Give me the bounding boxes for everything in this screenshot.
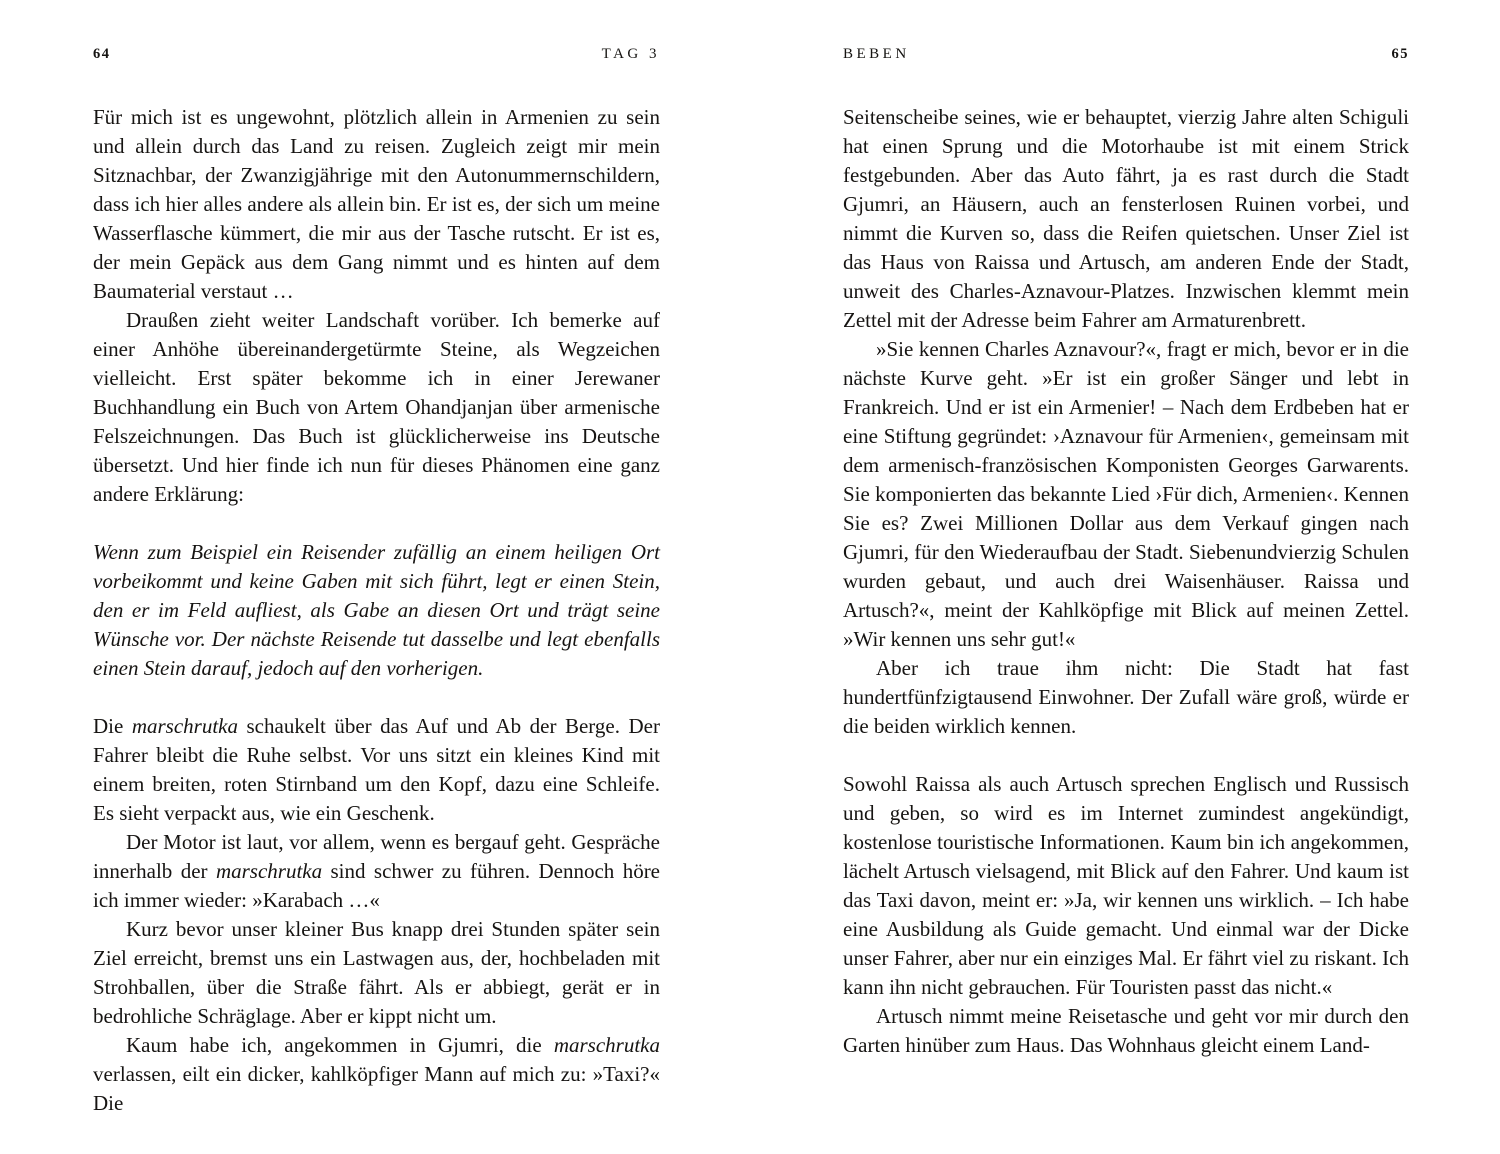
body-paragraph: Für mich ist es ungewohnt, plötzlich allein in Armenien zu sein und allein durch das Land zu reisen. Zugleich zeigt mir mein Sitznachbar, der Zwanzigjährige mit den Autonummernschildern, dass ich hier alles andere als allein bin. Er ist es, der sich um meine Wasserflasche kümmert, die mir aus der Tasche rutscht. Er ist es, der mein Gepäck aus dem Gang nimmt und es hinten auf dem Baumaterial verstaut …: [93, 105, 660, 303]
body-paragraph: Aber ich traue ihm nicht: Die Stadt hat fast hundertfünfzigtausend Einwohner. Der Zufall wäre groß, würde er die beiden wirklich kennen.: [843, 656, 1409, 738]
body-paragraph: Draußen zieht weiter Landschaft vorüber. Ich bemerke auf einer Anhöhe übereinandergetürmte Steine, als Wegzeichen vielleicht. Erst später bekomme ich in einer Jerewaner Buchhandlung ein Buch von Artem Ohandjanjan über armenische Felszeichnungen. Das Buch ist glücklicherweise ins Deutsche übersetzt. Und hier finde ich nun für dieses Phänomen eine ganz andere Erklärung:: [93, 308, 660, 506]
right-page-body: [843, 103, 1409, 1060]
page-left-header: [93, 46, 660, 63]
body-paragraph: Die marschrutka schaukelt über das Auf und Ab der Berge. Der Fahrer bleibt die Ruhe selbst. Vor uns sitzt ein kleines Kind mit einem breiten, roten Stirnband um den Kopf, dazu eine Schleife. Es sieht verpackt aus, wie ein Geschenk.: [93, 714, 660, 825]
body-paragraph: Der Motor ist laut, vor allem, wenn es bergauf geht. Gespräche innerhalb der marschrutka sind schwer zu führen. Dennoch höre ich immer wieder: »Karabach …«: [93, 830, 661, 912]
page-number-left: 64: [93, 46, 111, 62]
page-left: [93, 0, 660, 1154]
body-paragraph: Kurz bevor unser kleiner Bus knapp drei Stunden später sein Ziel erreicht, bremst uns ein Lastwagen aus, der, hochbeladen mit Strohballen, über die Straße fährt. Als er abbiegt, gerät er in bedrohliche Schräglage. Aber er kippt nicht um.: [93, 917, 660, 1028]
page-right-header: [843, 46, 1409, 63]
running-head-right: BEBEN: [843, 46, 910, 62]
body-paragraph: Sowohl Raissa als auch Artusch sprechen Englisch und Russisch und geben, so wird es im Internet zumindest angekündigt, kostenlose touristische Informationen. Kaum bin ich angekommen, lächelt Artusch vielsagend, mit Blick auf den Fahrer. Und kaum ist das Taxi davon, meint er: »Ja, wir kennen uns wirklich. – Ich habe eine Ausbildung als Guide gemacht. Und einmal war der Dicke unser Fahrer, aber nur ein einziges Mal. Er fährt viel zu riskant. Ich kann ihn nicht gebrauchen. Für Touristen passt das nicht.«: [843, 772, 1409, 999]
page-number-right: 65: [1391, 46, 1409, 62]
body-paragraph: Kaum habe ich, angekommen in Gjumri, die marschrutka verlassen, eilt ein dicker, kahlköpfiger Mann auf mich zu: »Taxi?« Die: [93, 1033, 660, 1115]
left-page-body: [93, 103, 660, 1118]
body-paragraph: Artusch nimmt meine Reisetasche und geht vor mir durch den Garten hinüber zum Haus. Das Wohnhaus gleicht einem Land-: [843, 1004, 1409, 1057]
running-head-left: TAG 3: [601, 46, 660, 62]
body-paragraph: Seitenscheibe seines, wie er behauptet, vierzig Jahre alten Schiguli hat einen Sprung und die Motorhaube ist mit einem Strick festgebunden. Aber das Auto fährt, ja es rast durch die Stadt Gjumri, an Häusern, auch an fensterlosen Ruinen vorbei, und nimmt die Kurven so, dass die Reifen quietschen. Unser Ziel ist das Haus von Raissa und Artusch, am anderen Ende der Stadt, unweit des Charles-Aznavour-Platzes. Inzwischen klemmt mein Zettel mit der Adresse beim Fahrer am Armaturenbrett.: [843, 105, 1409, 332]
body-paragraph: »Sie kennen Charles Aznavour?«, fragt er mich, bevor er in die nächste Kurve geht. »Er ist ein großer Sänger und lebt in Frankreich. Und er ist ein Armenier! – Nach dem Erdbeben hat er eine Stiftung gegründet: ›Aznavour für Armenien‹, gemeinsam mit dem armenisch-französischen Komponisten Georges Garwarents. Sie komponierten das bekannte Lied ›Für dich, Armenien‹. Kennen Sie es? Zwei Millionen Dollar aus dem Verkauf gingen nach Gjumri, für den Wiederaufbau der Stadt. Siebenundvierzig Schulen wurden gebaut, und auch drei Waisenhäuser. Raissa und Artusch?«, meint der Kahlköpfige mit Blick auf meinen Zettel. »Wir kennen uns sehr gut!«: [843, 337, 1409, 651]
page-right: [843, 0, 1409, 1154]
quote-paragraph: Wenn zum Beispiel ein Reisender zufällig an einem heiligen Ort vorbeikommt und keine Gaben mit sich führt, legt er einen Stein, den er im Feld aufliest, als Gabe an diesen Ort und trägt seine Wünsche vor. Der nächste Reisende tut dasselbe und legt ebenfalls einen Stein darauf, jedoch auf den vorherigen.: [93, 540, 660, 680]
